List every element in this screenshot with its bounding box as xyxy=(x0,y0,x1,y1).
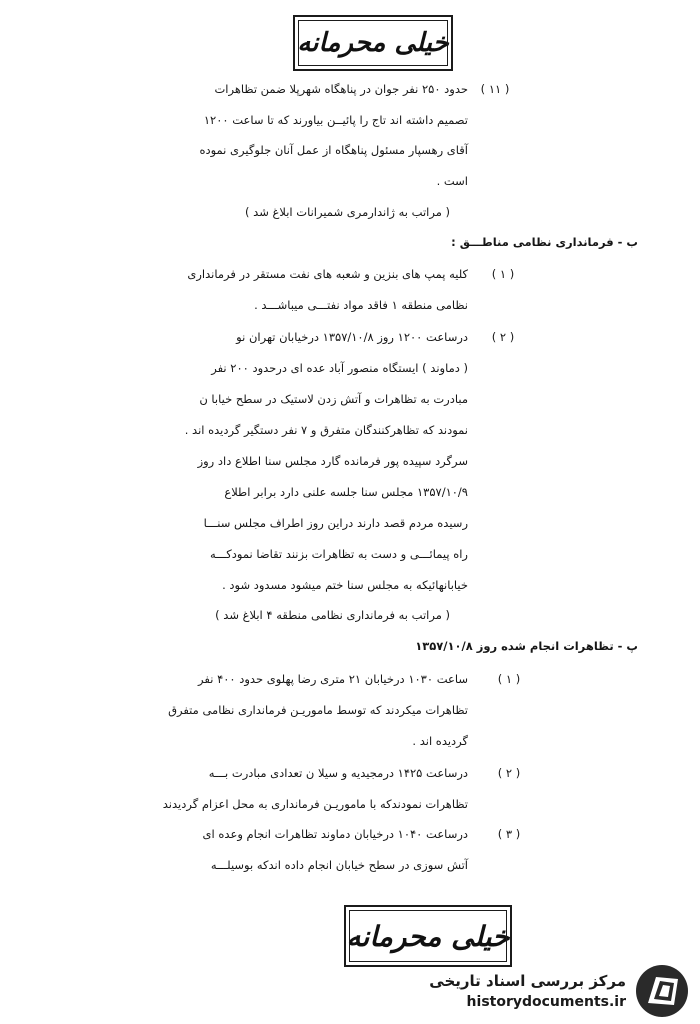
item-11-line-3: آقای رهسپار مسئول پناهگاه از عمل آنان جلوگیری نموده xyxy=(199,143,468,157)
b-item-2-line-1: درساعت ۱۲۰۰ روز ۱۳۵۷/۱۰/۸ درخیابان تهران نو xyxy=(236,330,468,344)
c-item-3-line-1: درساعت ۱۰۴۰ درخیابان دماوند تظاهرات انجام وعده ای xyxy=(202,827,468,841)
b-item-2-line-10: ( مراتب به فرمانداری نظامی منطقه ۴ ابلاغ شد ) xyxy=(215,608,450,622)
b-item-2-line-5: سرگرد سپیده پور فرمانده گارد مجلس سنا اطلاع داد روز xyxy=(197,454,468,468)
section-c-heading: پ - تظاهرات انجام شده روز ۱۳۵۷/۱۰/۸ xyxy=(415,639,638,653)
c-item-1-line-1: ساعت ۱۰۳۰ درخیابان ۲۱ متری رضا پهلوی حدود ۴۰۰ نفر xyxy=(198,672,468,686)
item-11-line-1: حدود ۲۵۰ نفر جوان در پناهگاه شهرپلا ضمن تظاهرات xyxy=(214,82,468,96)
bottom-secret-stamp xyxy=(344,905,512,967)
item-11-number: ( ۱۱ ) xyxy=(480,82,510,96)
section-b-heading: ب - فرمانداری نظامی مناطـــق : xyxy=(451,235,638,249)
b-item-2-number: ( ۲ ) xyxy=(491,330,515,344)
item-11-line-5: ( مراتب به ژاندارمری شمیرانات ابلاغ شد ) xyxy=(245,205,450,219)
top-secret-stamp-text: خیلی محرمانه xyxy=(297,28,449,58)
b-item-2-line-8: راه پیمائـــی و دست به تظاهرات بزنند تقاضا نمودکـــه xyxy=(210,547,468,561)
top-secret-stamp xyxy=(293,15,453,71)
c-item-2-number: ( ۲ ) xyxy=(497,766,521,780)
watermark-text xyxy=(400,972,626,1010)
watermark-logo xyxy=(400,960,698,1022)
b-item-2-line-4: نمودند که تظاهرکنندگان متفرق و ۷ نفر دستگیر گردیده اند . xyxy=(184,423,468,437)
c-item-1-line-2: تظاهرات میکردند که توسط ماموریـن فرمانداری نظامی متفرق xyxy=(168,703,468,717)
watermark-name: مرکز بررسی اسناد تاریخی xyxy=(429,972,626,990)
b-item-2-line-6: ۱۳۵۷/۱۰/۹ مجلس سنا جلسه علنی دارد برابر اطلاع xyxy=(224,485,468,499)
b-item-1-line-1: کلیه پمپ های بنزین و شعبه های نفت مستقر در فرمانداری xyxy=(187,267,468,281)
bottom-secret-stamp-text: خیلی محرمانه xyxy=(346,919,510,953)
c-item-1-number: ( ۱ ) xyxy=(497,672,521,686)
b-item-2-line-9: خیابانهائیکه به مجلس سنا ختم میشود مسدود شود . xyxy=(222,578,468,592)
c-item-3-number: ( ۳ ) xyxy=(497,827,521,841)
b-item-2-line-3: مبادرت به تظاهرات و آتش زدن لاستیک در سطح خیابا ن xyxy=(199,392,468,406)
c-item-1-line-3: گردیده اند . xyxy=(412,734,468,748)
c-item-2-line-2: تظاهرات نمودندکه با ماموریـن فرمانداری به محل اعزام گردیدند xyxy=(162,797,468,811)
b-item-2-line-7: رسیده مردم قصد دارند دراین روز اطراف مجلس سنـــا xyxy=(203,516,468,530)
b-item-2-line-2: ( دماوند ) ایستگاه منصور آباد عده ای درحدود ۲۰۰ نفر xyxy=(211,361,468,375)
archive-emblem-icon xyxy=(634,963,690,1019)
b-item-1-number: ( ۱ ) xyxy=(491,267,515,281)
c-item-2-line-1: درساعت ۱۴۲۵ درمجیدیه و سیلا ن تعدادی مبادرت بـــه xyxy=(208,766,468,780)
watermark-url: historydocuments.ir xyxy=(466,994,626,1010)
item-11-line-4: است . xyxy=(436,174,468,188)
c-item-3-line-2: آتش سوزی در سطح خیابان انجام داده اندکه بوسیلـــه xyxy=(210,858,468,872)
item-11-line-2: تصمیم داشته اند تاج را پائیــن بیاورند که تا ساعت ۱۲۰۰ xyxy=(203,113,468,127)
b-item-1-line-2: نظامی منطقه ۱ فاقد مواد نفتـــی میباشـــد . xyxy=(254,298,468,312)
